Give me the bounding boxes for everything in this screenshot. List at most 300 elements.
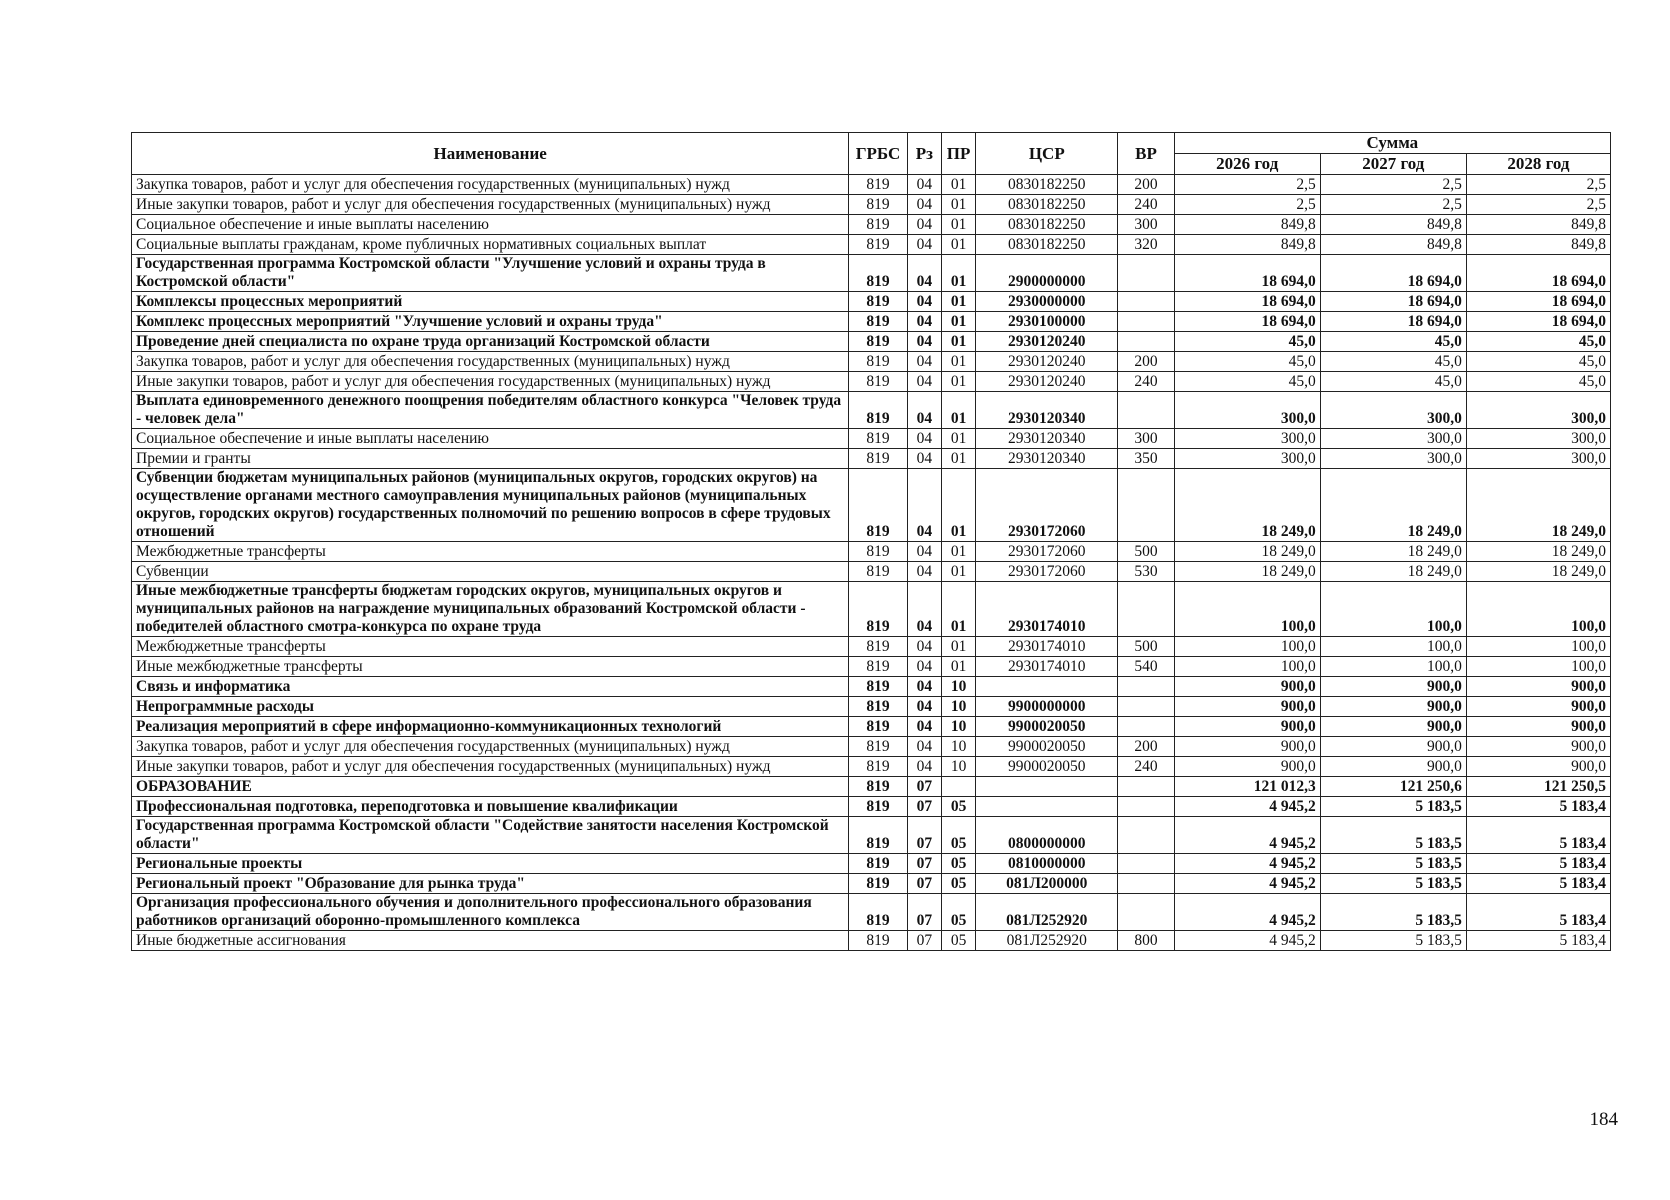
cell-name: Закупка товаров, работ и услуг для обеспечения государственных (муниципальных) нужд xyxy=(132,175,849,195)
table-row xyxy=(132,542,1611,562)
cell-pr: 05 xyxy=(941,854,975,874)
header-sum: Сумма xyxy=(1174,133,1610,154)
cell-sum-2026: 2,5 xyxy=(1174,195,1320,215)
cell-vr xyxy=(1118,332,1174,352)
cell-grbs: 819 xyxy=(849,332,907,352)
cell-vr: 200 xyxy=(1118,737,1174,757)
cell-sum-2027: 900,0 xyxy=(1320,757,1466,777)
cell-sum-2026: 18 249,0 xyxy=(1174,469,1320,542)
cell-vr: 300 xyxy=(1118,429,1174,449)
cell-vr xyxy=(1118,697,1174,717)
cell-sum-2028: 5 183,4 xyxy=(1466,854,1610,874)
cell-vr xyxy=(1118,777,1174,797)
cell-sum-2027: 5 183,5 xyxy=(1320,817,1466,854)
cell-name: Государственная программа Костромской области "Улучшение условий и охраны труда в Костромской области" xyxy=(132,255,849,292)
cell-rz: 04 xyxy=(907,757,941,777)
cell-rz: 04 xyxy=(907,542,941,562)
cell-vr xyxy=(1118,469,1174,542)
cell-sum-2027: 100,0 xyxy=(1320,637,1466,657)
cell-pr: 01 xyxy=(941,392,975,429)
cell-sum-2028: 18 694,0 xyxy=(1466,292,1610,312)
cell-name: Иные закупки товаров, работ и услуг для обеспечения государственных (муниципальных) нужд xyxy=(132,757,849,777)
header-csr: ЦСР xyxy=(976,133,1118,175)
table-row xyxy=(132,332,1611,352)
cell-sum-2027: 5 183,5 xyxy=(1320,894,1466,931)
cell-sum-2028: 18 249,0 xyxy=(1466,562,1610,582)
cell-sum-2026: 18 249,0 xyxy=(1174,562,1320,582)
cell-sum-2028: 900,0 xyxy=(1466,697,1610,717)
cell-sum-2028: 2,5 xyxy=(1466,175,1610,195)
cell-csr: 9900020050 xyxy=(976,757,1118,777)
cell-rz: 04 xyxy=(907,352,941,372)
cell-sum-2026: 900,0 xyxy=(1174,697,1320,717)
cell-vr xyxy=(1118,392,1174,429)
cell-pr: 05 xyxy=(941,817,975,854)
cell-sum-2027: 300,0 xyxy=(1320,392,1466,429)
cell-csr: 2930174010 xyxy=(976,582,1118,637)
cell-rz: 04 xyxy=(907,372,941,392)
table-row xyxy=(132,292,1611,312)
cell-sum-2026: 300,0 xyxy=(1174,429,1320,449)
cell-pr: 05 xyxy=(941,931,975,951)
cell-sum-2026: 45,0 xyxy=(1174,372,1320,392)
table-row xyxy=(132,235,1611,255)
cell-pr xyxy=(941,777,975,797)
table-row xyxy=(132,255,1611,292)
cell-pr: 01 xyxy=(941,562,975,582)
cell-sum-2026: 849,8 xyxy=(1174,235,1320,255)
cell-name: Комплекс процессных мероприятий "Улучшение условий и охраны труда" xyxy=(132,312,849,332)
cell-sum-2028: 300,0 xyxy=(1466,392,1610,429)
cell-sum-2027: 100,0 xyxy=(1320,657,1466,677)
cell-pr: 01 xyxy=(941,582,975,637)
cell-name: Организация профессионального обучения и дополнительного профессионального образования работников организаций оборонно-промышленного комплекса xyxy=(132,894,849,931)
cell-sum-2028: 45,0 xyxy=(1466,332,1610,352)
cell-sum-2027: 45,0 xyxy=(1320,332,1466,352)
cell-rz: 07 xyxy=(907,797,941,817)
cell-sum-2026: 2,5 xyxy=(1174,175,1320,195)
cell-vr: 200 xyxy=(1118,352,1174,372)
cell-sum-2026: 900,0 xyxy=(1174,717,1320,737)
table-row xyxy=(132,175,1611,195)
table-row xyxy=(132,562,1611,582)
cell-name: Межбюджетные трансферты xyxy=(132,542,849,562)
cell-name: Межбюджетные трансферты xyxy=(132,637,849,657)
cell-rz: 07 xyxy=(907,894,941,931)
cell-sum-2028: 900,0 xyxy=(1466,737,1610,757)
cell-pr: 01 xyxy=(941,292,975,312)
cell-vr: 200 xyxy=(1118,175,1174,195)
cell-sum-2028: 121 250,5 xyxy=(1466,777,1610,797)
table-row xyxy=(132,931,1611,951)
cell-name: ОБРАЗОВАНИЕ xyxy=(132,777,849,797)
cell-sum-2027: 100,0 xyxy=(1320,582,1466,637)
cell-rz: 04 xyxy=(907,657,941,677)
cell-sum-2028: 45,0 xyxy=(1466,372,1610,392)
cell-grbs: 819 xyxy=(849,372,907,392)
cell-sum-2027: 18 694,0 xyxy=(1320,312,1466,332)
cell-grbs: 819 xyxy=(849,697,907,717)
cell-rz: 07 xyxy=(907,777,941,797)
cell-rz: 04 xyxy=(907,215,941,235)
table-row xyxy=(132,657,1611,677)
cell-sum-2026: 900,0 xyxy=(1174,757,1320,777)
table-row xyxy=(132,797,1611,817)
cell-pr: 01 xyxy=(941,255,975,292)
cell-rz: 04 xyxy=(907,292,941,312)
cell-pr: 01 xyxy=(941,637,975,657)
cell-csr: 081Л252920 xyxy=(976,931,1118,951)
cell-pr: 01 xyxy=(941,312,975,332)
cell-grbs: 819 xyxy=(849,657,907,677)
cell-csr: 9900020050 xyxy=(976,737,1118,757)
cell-sum-2028: 100,0 xyxy=(1466,582,1610,637)
cell-csr: 081Л252920 xyxy=(976,894,1118,931)
cell-csr: 0830182250 xyxy=(976,195,1118,215)
cell-pr: 10 xyxy=(941,757,975,777)
cell-sum-2027: 18 694,0 xyxy=(1320,292,1466,312)
cell-grbs: 819 xyxy=(849,894,907,931)
cell-name: Проведение дней специалиста по охране труда организаций Костромской области xyxy=(132,332,849,352)
cell-sum-2028: 5 183,4 xyxy=(1466,931,1610,951)
table-row xyxy=(132,697,1611,717)
cell-rz: 04 xyxy=(907,717,941,737)
cell-csr: 081Л200000 xyxy=(976,874,1118,894)
cell-grbs: 819 xyxy=(849,817,907,854)
cell-pr: 01 xyxy=(941,657,975,677)
cell-sum-2028: 5 183,4 xyxy=(1466,874,1610,894)
cell-rz: 04 xyxy=(907,429,941,449)
cell-grbs: 819 xyxy=(849,255,907,292)
cell-pr: 01 xyxy=(941,332,975,352)
cell-name: Субвенции бюджетам муниципальных районов (муниципальных округов, городских округов) на осуществление органами местного самоуправления муниципальных районов (муниципальных округов, городских округов) государственных полномочий по решению вопросов в сфере трудовых отношений xyxy=(132,469,849,542)
cell-vr: 500 xyxy=(1118,637,1174,657)
cell-name: Профессиональная подготовка, переподготовка и повышение квалификации xyxy=(132,797,849,817)
cell-csr: 2930172060 xyxy=(976,542,1118,562)
cell-sum-2027: 5 183,5 xyxy=(1320,874,1466,894)
cell-sum-2027: 2,5 xyxy=(1320,175,1466,195)
table-row xyxy=(132,469,1611,542)
cell-name: Региональные проекты xyxy=(132,854,849,874)
cell-csr: 2930172060 xyxy=(976,469,1118,542)
cell-sum-2028: 300,0 xyxy=(1466,449,1610,469)
cell-pr: 01 xyxy=(941,175,975,195)
cell-rz: 04 xyxy=(907,392,941,429)
cell-sum-2028: 849,8 xyxy=(1466,215,1610,235)
cell-grbs: 819 xyxy=(849,215,907,235)
table-row xyxy=(132,677,1611,697)
cell-sum-2027: 121 250,6 xyxy=(1320,777,1466,797)
cell-sum-2028: 18 249,0 xyxy=(1466,542,1610,562)
cell-sum-2027: 300,0 xyxy=(1320,449,1466,469)
cell-grbs: 819 xyxy=(849,637,907,657)
cell-sum-2026: 300,0 xyxy=(1174,392,1320,429)
cell-vr xyxy=(1118,854,1174,874)
cell-grbs: 819 xyxy=(849,449,907,469)
cell-pr: 01 xyxy=(941,235,975,255)
cell-pr: 01 xyxy=(941,195,975,215)
table-row xyxy=(132,195,1611,215)
cell-name: Непрограммные расходы xyxy=(132,697,849,717)
cell-grbs: 819 xyxy=(849,874,907,894)
table-row xyxy=(132,817,1611,854)
cell-sum-2026: 4 945,2 xyxy=(1174,817,1320,854)
cell-sum-2026: 4 945,2 xyxy=(1174,797,1320,817)
cell-vr xyxy=(1118,255,1174,292)
cell-sum-2027: 300,0 xyxy=(1320,429,1466,449)
cell-vr: 240 xyxy=(1118,757,1174,777)
cell-sum-2028: 849,8 xyxy=(1466,235,1610,255)
cell-name: Выплата единовременного денежного поощрения победителям областного конкурса "Человек труда - человек дела" xyxy=(132,392,849,429)
cell-name: Реализация мероприятий в сфере информационно-коммуникационных технологий xyxy=(132,717,849,737)
table-row xyxy=(132,429,1611,449)
cell-vr: 530 xyxy=(1118,562,1174,582)
cell-name: Иные бюджетные ассигнования xyxy=(132,931,849,951)
cell-sum-2028: 45,0 xyxy=(1466,352,1610,372)
cell-sum-2026: 18 249,0 xyxy=(1174,542,1320,562)
cell-sum-2027: 45,0 xyxy=(1320,372,1466,392)
cell-grbs: 819 xyxy=(849,797,907,817)
cell-csr: 0810000000 xyxy=(976,854,1118,874)
cell-grbs: 819 xyxy=(849,677,907,697)
cell-grbs: 819 xyxy=(849,175,907,195)
cell-csr: 2930172060 xyxy=(976,562,1118,582)
cell-sum-2027: 18 249,0 xyxy=(1320,562,1466,582)
cell-grbs: 819 xyxy=(849,292,907,312)
cell-sum-2026: 18 694,0 xyxy=(1174,292,1320,312)
cell-sum-2026: 100,0 xyxy=(1174,657,1320,677)
table-row xyxy=(132,582,1611,637)
cell-sum-2026: 45,0 xyxy=(1174,352,1320,372)
cell-sum-2026: 121 012,3 xyxy=(1174,777,1320,797)
cell-csr: 0830182250 xyxy=(976,175,1118,195)
cell-csr xyxy=(976,797,1118,817)
cell-sum-2027: 849,8 xyxy=(1320,215,1466,235)
cell-sum-2027: 45,0 xyxy=(1320,352,1466,372)
cell-vr xyxy=(1118,717,1174,737)
cell-grbs: 819 xyxy=(849,542,907,562)
cell-name: Иные межбюджетные трансферты xyxy=(132,657,849,677)
cell-sum-2028: 900,0 xyxy=(1466,717,1610,737)
cell-sum-2028: 100,0 xyxy=(1466,637,1610,657)
cell-vr: 540 xyxy=(1118,657,1174,677)
cell-sum-2026: 100,0 xyxy=(1174,582,1320,637)
table-row xyxy=(132,372,1611,392)
cell-pr: 01 xyxy=(941,449,975,469)
cell-name: Иные межбюджетные трансферты бюджетам городских округов, муниципальных округов и муниципальных районов на награждение муниципальных образований Костромской области - победителей областного смотра-конкурса по охране труда xyxy=(132,582,849,637)
cell-sum-2026: 4 945,2 xyxy=(1174,854,1320,874)
cell-sum-2026: 18 694,0 xyxy=(1174,312,1320,332)
table-row xyxy=(132,352,1611,372)
cell-sum-2027: 2,5 xyxy=(1320,195,1466,215)
cell-sum-2027: 900,0 xyxy=(1320,677,1466,697)
cell-sum-2026: 900,0 xyxy=(1174,677,1320,697)
cell-pr: 10 xyxy=(941,697,975,717)
cell-csr xyxy=(976,677,1118,697)
table-row xyxy=(132,874,1611,894)
header-year-2028: 2028 год xyxy=(1466,154,1610,175)
header-rz: Рз xyxy=(907,133,941,175)
cell-rz: 04 xyxy=(907,332,941,352)
cell-sum-2028: 300,0 xyxy=(1466,429,1610,449)
cell-grbs: 819 xyxy=(849,352,907,372)
table-row xyxy=(132,854,1611,874)
cell-csr: 2930174010 xyxy=(976,637,1118,657)
cell-sum-2028: 900,0 xyxy=(1466,757,1610,777)
cell-pr: 01 xyxy=(941,372,975,392)
cell-pr: 05 xyxy=(941,874,975,894)
cell-name: Иные закупки товаров, работ и услуг для обеспечения государственных (муниципальных) нужд xyxy=(132,372,849,392)
cell-csr: 2930120340 xyxy=(976,392,1118,429)
cell-csr xyxy=(976,777,1118,797)
cell-sum-2028: 5 183,4 xyxy=(1466,817,1610,854)
cell-rz: 07 xyxy=(907,874,941,894)
cell-pr: 05 xyxy=(941,894,975,931)
cell-rz: 07 xyxy=(907,817,941,854)
cell-vr: 300 xyxy=(1118,215,1174,235)
cell-rz: 04 xyxy=(907,449,941,469)
cell-csr: 2930120340 xyxy=(976,429,1118,449)
cell-sum-2026: 45,0 xyxy=(1174,332,1320,352)
cell-sum-2027: 849,8 xyxy=(1320,235,1466,255)
cell-name: Закупка товаров, работ и услуг для обеспечения государственных (муниципальных) нужд xyxy=(132,737,849,757)
cell-rz: 04 xyxy=(907,469,941,542)
cell-csr: 2900000000 xyxy=(976,255,1118,292)
cell-name: Субвенции xyxy=(132,562,849,582)
header-name: Наименование xyxy=(132,133,849,175)
cell-pr: 10 xyxy=(941,717,975,737)
cell-sum-2028: 18 694,0 xyxy=(1466,312,1610,332)
table-row xyxy=(132,312,1611,332)
cell-sum-2026: 4 945,2 xyxy=(1174,931,1320,951)
cell-sum-2028: 5 183,4 xyxy=(1466,894,1610,931)
cell-grbs: 819 xyxy=(849,562,907,582)
table-row xyxy=(132,392,1611,429)
cell-pr: 05 xyxy=(941,797,975,817)
header-grbs: ГРБС xyxy=(849,133,907,175)
cell-vr xyxy=(1118,797,1174,817)
cell-csr: 2930120240 xyxy=(976,332,1118,352)
cell-csr: 9900020050 xyxy=(976,717,1118,737)
cell-grbs: 819 xyxy=(849,312,907,332)
cell-sum-2027: 18 249,0 xyxy=(1320,469,1466,542)
cell-name: Закупка товаров, работ и услуг для обеспечения государственных (муниципальных) нужд xyxy=(132,352,849,372)
cell-rz: 07 xyxy=(907,931,941,951)
cell-name: Социальные выплаты гражданам, кроме публичных нормативных социальных выплат xyxy=(132,235,849,255)
header-vr: ВР xyxy=(1118,133,1174,175)
cell-sum-2026: 849,8 xyxy=(1174,215,1320,235)
cell-vr: 240 xyxy=(1118,372,1174,392)
cell-rz: 04 xyxy=(907,175,941,195)
cell-vr xyxy=(1118,677,1174,697)
cell-sum-2027: 5 183,5 xyxy=(1320,797,1466,817)
cell-name: Социальное обеспечение и иные выплаты населению xyxy=(132,215,849,235)
cell-csr: 0830182250 xyxy=(976,235,1118,255)
table-row xyxy=(132,717,1611,737)
cell-csr: 2930174010 xyxy=(976,657,1118,677)
cell-name: Иные закупки товаров, работ и услуг для обеспечения государственных (муниципальных) нужд xyxy=(132,195,849,215)
table-row xyxy=(132,737,1611,757)
cell-sum-2028: 2,5 xyxy=(1466,195,1610,215)
table-header xyxy=(132,133,1611,175)
cell-pr: 10 xyxy=(941,737,975,757)
table-body xyxy=(132,175,1611,951)
cell-grbs: 819 xyxy=(849,469,907,542)
cell-sum-2027: 5 183,5 xyxy=(1320,931,1466,951)
cell-vr xyxy=(1118,292,1174,312)
header-year-2027: 2027 год xyxy=(1320,154,1466,175)
cell-sum-2027: 5 183,5 xyxy=(1320,854,1466,874)
cell-name: Связь и информатика xyxy=(132,677,849,697)
cell-grbs: 819 xyxy=(849,582,907,637)
cell-rz: 04 xyxy=(907,737,941,757)
cell-pr: 10 xyxy=(941,677,975,697)
cell-vr xyxy=(1118,894,1174,931)
cell-rz: 04 xyxy=(907,195,941,215)
cell-vr xyxy=(1118,874,1174,894)
table-row xyxy=(132,777,1611,797)
cell-sum-2027: 900,0 xyxy=(1320,717,1466,737)
cell-rz: 04 xyxy=(907,637,941,657)
cell-sum-2027: 18 249,0 xyxy=(1320,542,1466,562)
cell-pr: 01 xyxy=(941,429,975,449)
cell-pr: 01 xyxy=(941,215,975,235)
cell-rz: 04 xyxy=(907,697,941,717)
table-row xyxy=(132,215,1611,235)
cell-pr: 01 xyxy=(941,352,975,372)
cell-rz: 07 xyxy=(907,854,941,874)
cell-grbs: 819 xyxy=(849,195,907,215)
cell-sum-2027: 900,0 xyxy=(1320,737,1466,757)
cell-rz: 04 xyxy=(907,312,941,332)
cell-grbs: 819 xyxy=(849,429,907,449)
cell-csr: 2930120240 xyxy=(976,352,1118,372)
cell-csr: 2930120240 xyxy=(976,372,1118,392)
cell-name: Комплексы процессных мероприятий xyxy=(132,292,849,312)
cell-rz: 04 xyxy=(907,255,941,292)
cell-sum-2028: 5 183,4 xyxy=(1466,797,1610,817)
cell-csr: 0830182250 xyxy=(976,215,1118,235)
cell-csr: 2930120340 xyxy=(976,449,1118,469)
cell-vr: 320 xyxy=(1118,235,1174,255)
cell-rz: 04 xyxy=(907,235,941,255)
cell-grbs: 819 xyxy=(849,235,907,255)
header-pr: ПР xyxy=(941,133,975,175)
page-number: 184 xyxy=(1589,1109,1618,1130)
table-row xyxy=(132,757,1611,777)
cell-grbs: 819 xyxy=(849,854,907,874)
cell-csr: 9900000000 xyxy=(976,697,1118,717)
cell-name: Социальное обеспечение и иные выплаты населению xyxy=(132,429,849,449)
cell-sum-2028: 100,0 xyxy=(1466,657,1610,677)
cell-sum-2027: 18 694,0 xyxy=(1320,255,1466,292)
header-year-2026: 2026 год xyxy=(1174,154,1320,175)
cell-csr: 2930000000 xyxy=(976,292,1118,312)
table-row xyxy=(132,637,1611,657)
cell-name: Региональный проект "Образование для рынка труда" xyxy=(132,874,849,894)
cell-sum-2026: 18 694,0 xyxy=(1174,255,1320,292)
cell-grbs: 819 xyxy=(849,931,907,951)
cell-vr: 500 xyxy=(1118,542,1174,562)
cell-pr: 01 xyxy=(941,542,975,562)
table-row xyxy=(132,894,1611,931)
cell-rz: 04 xyxy=(907,677,941,697)
cell-grbs: 819 xyxy=(849,392,907,429)
cell-csr: 0800000000 xyxy=(976,817,1118,854)
cell-vr: 240 xyxy=(1118,195,1174,215)
cell-csr: 2930100000 xyxy=(976,312,1118,332)
cell-grbs: 819 xyxy=(849,777,907,797)
